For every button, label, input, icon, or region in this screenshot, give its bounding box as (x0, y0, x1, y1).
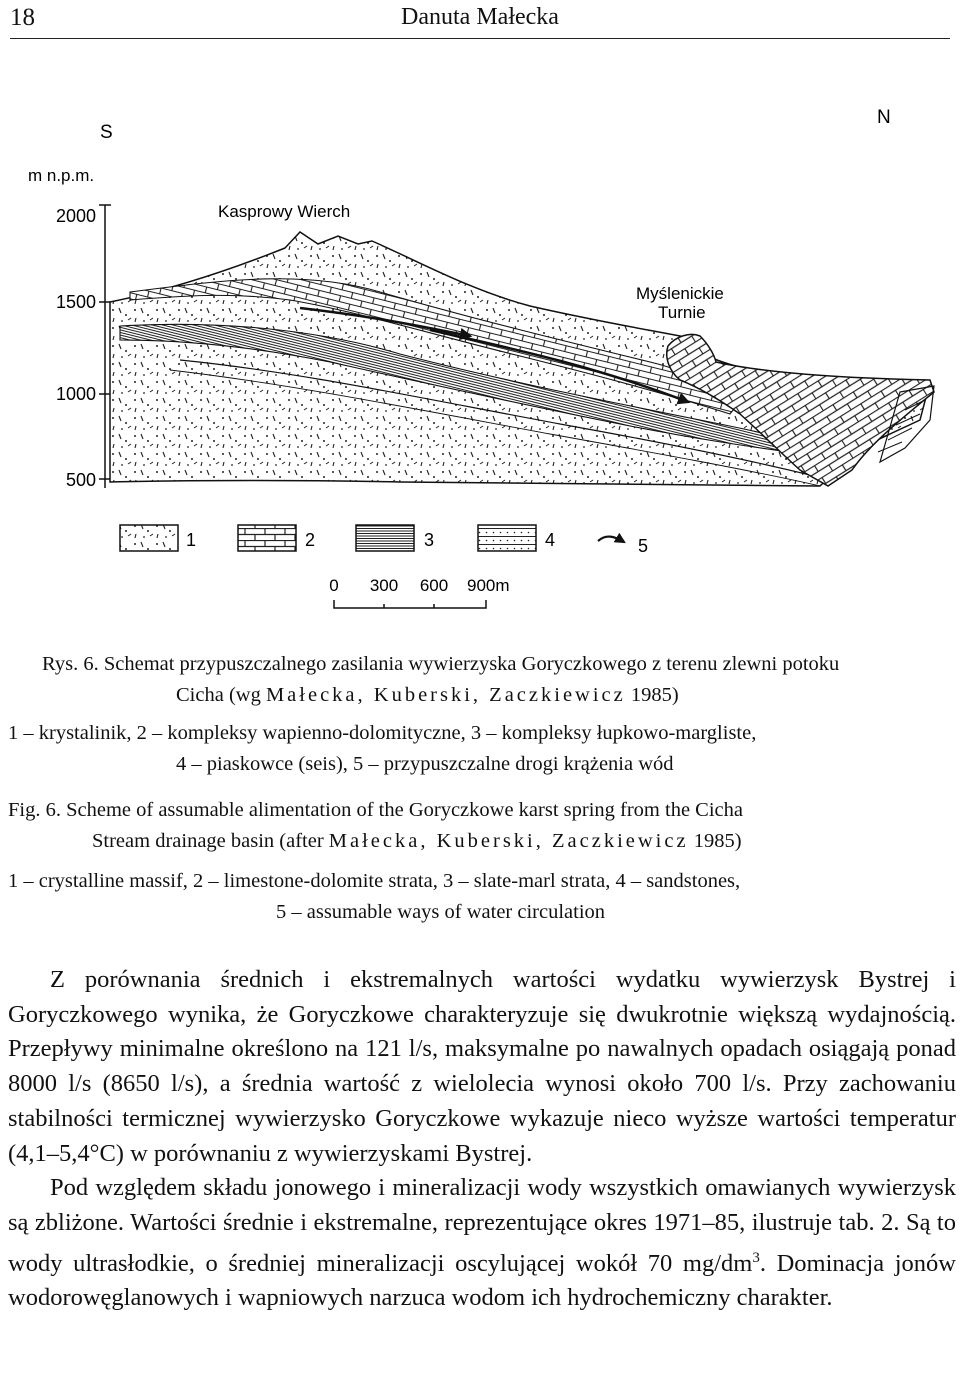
compass-north-label: N (877, 107, 891, 128)
geological-section (110, 232, 934, 486)
y-tick-2000: 2000 (55, 206, 96, 226)
caption-en-legend-1: 1 – crystalline massif, 2 – limestone-dolomite strata, 3 – slate-marl strata, 4 – sandstones, (8, 870, 741, 892)
legend-arrow-icon (598, 537, 624, 542)
legend-swatch-slate-marl (356, 525, 414, 551)
caption-en-line2-b: 1985) (688, 830, 742, 852)
caption-pl-line2-a: Cicha (wg (176, 684, 266, 706)
legend-swatch-limestone (238, 525, 296, 551)
paragraph-2 (8, 1171, 956, 1316)
legend-label-3: 3 (424, 530, 435, 550)
scale-tick-300: 300 (369, 576, 399, 595)
y-tick-1000: 1000 (55, 384, 96, 404)
y-tick-1500: 1500 (55, 292, 96, 312)
paragraph-2-superscript: 3 (752, 1249, 760, 1266)
scale-tick-600: 600 (419, 576, 449, 595)
axis-unit-label: m n.p.m. (28, 166, 95, 185)
legend (120, 525, 648, 556)
caption-pl-legend-1: 1 – krystalinik, 2 – kompleksy wapienno-dolomityczne, 3 – kompleksy łupkowo-margliste, (8, 722, 757, 744)
legend-label-1: 1 (186, 530, 197, 550)
elevation-axis (56, 205, 111, 490)
caption-en-prefix: Fig. 6. (8, 799, 61, 821)
running-header (10, 0, 950, 39)
running-head-author: Danuta Małecka (401, 4, 559, 30)
compass-south-label: S (100, 122, 113, 143)
legend-label-4: 4 (545, 530, 556, 550)
page-number: 18 (10, 4, 35, 31)
body-text (8, 963, 956, 1316)
paragraph-2-text-b: . Dominacja jonów wodorowęglanowych i wapniowych narzuca wodom ich hydrochemiczny charakter. (8, 1249, 956, 1312)
label-myslenickie: Myślenickie (636, 284, 724, 303)
y-tick-500: 500 (65, 470, 96, 490)
scale-tick-0: 0 (329, 576, 339, 595)
scale-tick-900m: 900m (467, 576, 510, 595)
caption-pl-line1: Schemat przypuszczalnego zasilania wywierzyska Goryczkowego z terenu zlewni potoku (103, 653, 840, 675)
peak-label-kasprowy-wierch: Kasprowy Wierch (218, 202, 351, 221)
caption-pl-line2-b: 1985) (625, 684, 679, 706)
caption-pl-authors: Małecka, Kuberski, Zaczkiewicz (265, 684, 626, 706)
legend-swatch-crystalline (120, 525, 178, 551)
caption-pl-prefix: Rys. 6. (42, 653, 99, 675)
legend-label-5: 5 (638, 536, 649, 556)
legend-label-2: 2 (305, 530, 316, 550)
legend-swatch-sandstone (478, 525, 536, 551)
caption-en-authors: Małecka, Kuberski, Zaczkiewicz (328, 830, 689, 852)
caption-en-line1: Scheme of assumable alimentation of the Goryczkowe karst spring from the Cicha (66, 799, 743, 821)
scale-bar (329, 576, 509, 608)
paragraph-2-text-a: Pod względem składu jonowego i mineralizacji wody wszystkich omawianych wywierzysk są zbliżone. Wartości średnie i ekstremalne, reprezentujące okres 1971–85, ilustruje tab. 2. Są to wody ultrasłodkie, o średniej mineralizacji oscylującej wokół 70 mg/dm (8, 1174, 956, 1277)
caption-en-line2-a: Stream drainage basin (after (92, 830, 329, 852)
caption-en-legend-2: 5 – assumable ways of water circulation (276, 901, 606, 923)
paragraph-1: Z porównania średnich i ekstremalnych wartości wydatku wywierzysk Bystrej i Goryczkowego wynika, że Goryczkowe charakteryzuje się dwukrotnie większą wydajnością. Przepływy minimalne określono na 121 l/s, maksymalne po nawalnych opadach osiągają ponad 8000 l/s (8650 l/s), a średnia wartość z wielolecia wynosi około 700 l/s. Przy zachowaniu stabilności termicznej wywierzysko Goryczkowe wykazuje nieco wyższe wartości temperatur (4,1–5,4°C) w porównaniu z wywierzyskami Bystrej. (8, 966, 956, 1167)
geological-cross-section-figure (0, 90, 960, 630)
label-turnie: Turnie (658, 303, 706, 322)
caption-pl-legend-2: 4 – piaskowce (seis), 5 – przypuszczalne drogi krążenia wód (176, 753, 674, 775)
